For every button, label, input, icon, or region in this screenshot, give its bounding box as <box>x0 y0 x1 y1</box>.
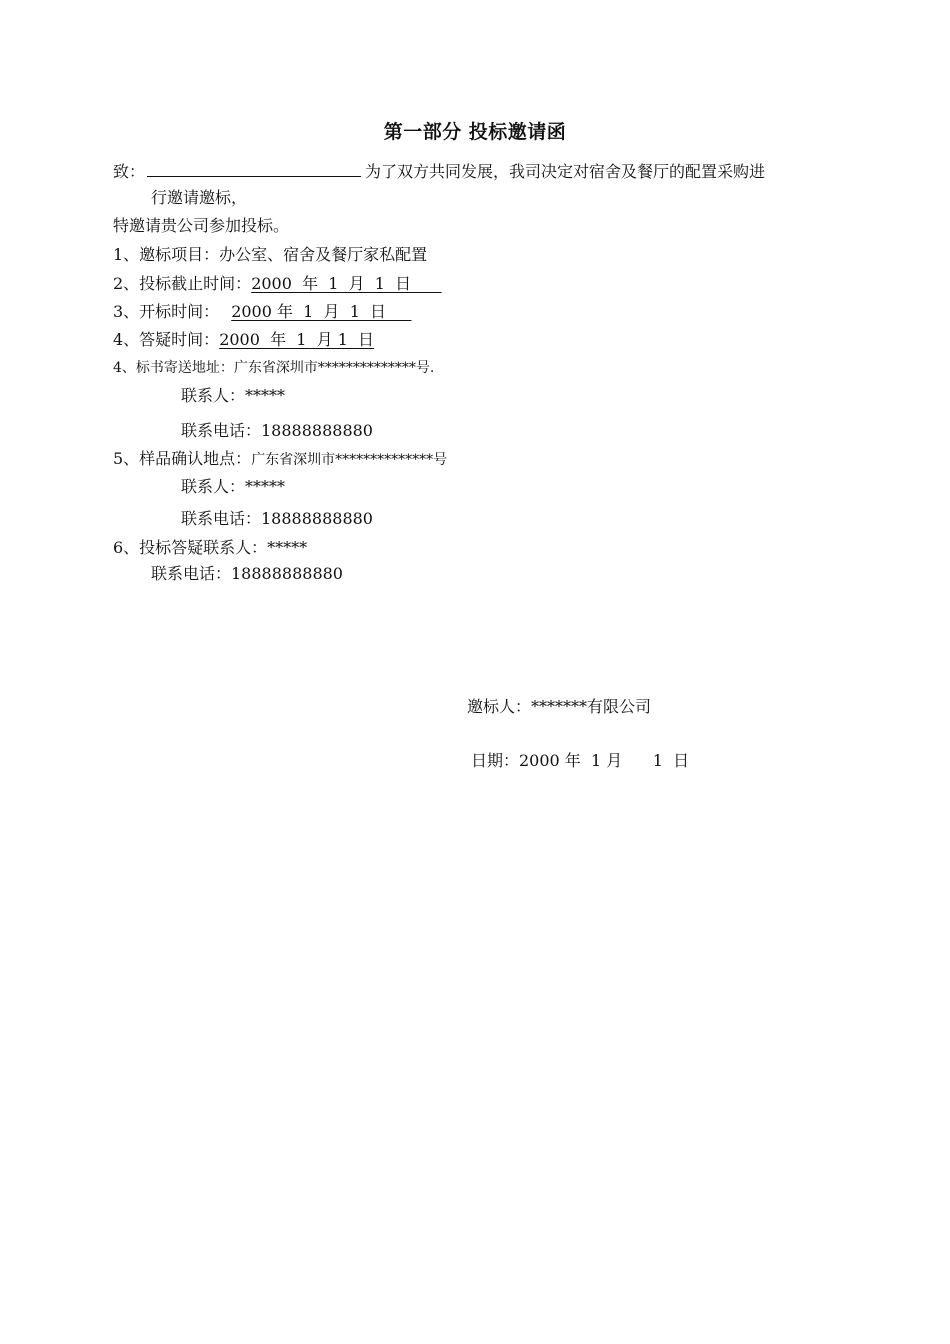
item-4 <box>113 330 374 350</box>
item-5-contact: 联系人：***** <box>181 477 286 496</box>
item-2-label: 2、投标截止时间： <box>113 274 252 293</box>
greeting-text: 为了双方共同发展，我司决定对宿舍及餐厅的配置采购进 <box>365 162 766 181</box>
item-4b-value: 广东省深圳市**************号. <box>233 360 435 376</box>
greeting-line <box>113 162 765 182</box>
item-4b <box>113 358 434 378</box>
item-5-label: 5、样品确认地点： <box>113 449 252 468</box>
item-1: 1、邀标项目：办公室、宿舍及餐厅家私配置 <box>113 245 428 264</box>
date-line: 日期：2000 年 1 月 1 日 <box>471 751 690 770</box>
inviter: 邀标人：*******有限公司 <box>467 697 652 716</box>
item-6: 6、投标答疑联系人：***** <box>113 538 308 557</box>
invite-line: 特邀请贵公司参加投标。 <box>113 216 290 235</box>
recipient-blank <box>147 162 361 177</box>
item-4b-contact: 联系人：***** <box>181 386 286 405</box>
item-2-value: 2000 年 1 月 1 日 <box>251 274 442 293</box>
item-5-phone: 联系电话：18888888880 <box>181 509 373 528</box>
item-4b-label: 4、标书寄送地址： <box>113 360 234 376</box>
item-6-phone: 联系电话：18888888880 <box>151 564 343 583</box>
item-5-value: 广东省深圳市**************号 <box>251 452 448 468</box>
item-4-label: 4、答疑时间： <box>113 330 220 349</box>
item-5 <box>113 449 447 470</box>
item-3-label: 3、开标时间： <box>113 302 220 321</box>
greeting-prefix: 致： <box>113 162 146 181</box>
item-3-value: 2000 年 1 月 1 日 <box>231 302 412 321</box>
item-2 <box>113 274 442 294</box>
item-3 <box>113 302 411 322</box>
item-4-value: 2000 年 1 月 1 日 <box>219 330 375 349</box>
greeting-continuation: 行邀请邀标， <box>151 188 248 207</box>
document-title: 第一部分 投标邀请函 <box>383 121 567 143</box>
item-4b-phone: 联系电话：18888888880 <box>181 421 373 440</box>
